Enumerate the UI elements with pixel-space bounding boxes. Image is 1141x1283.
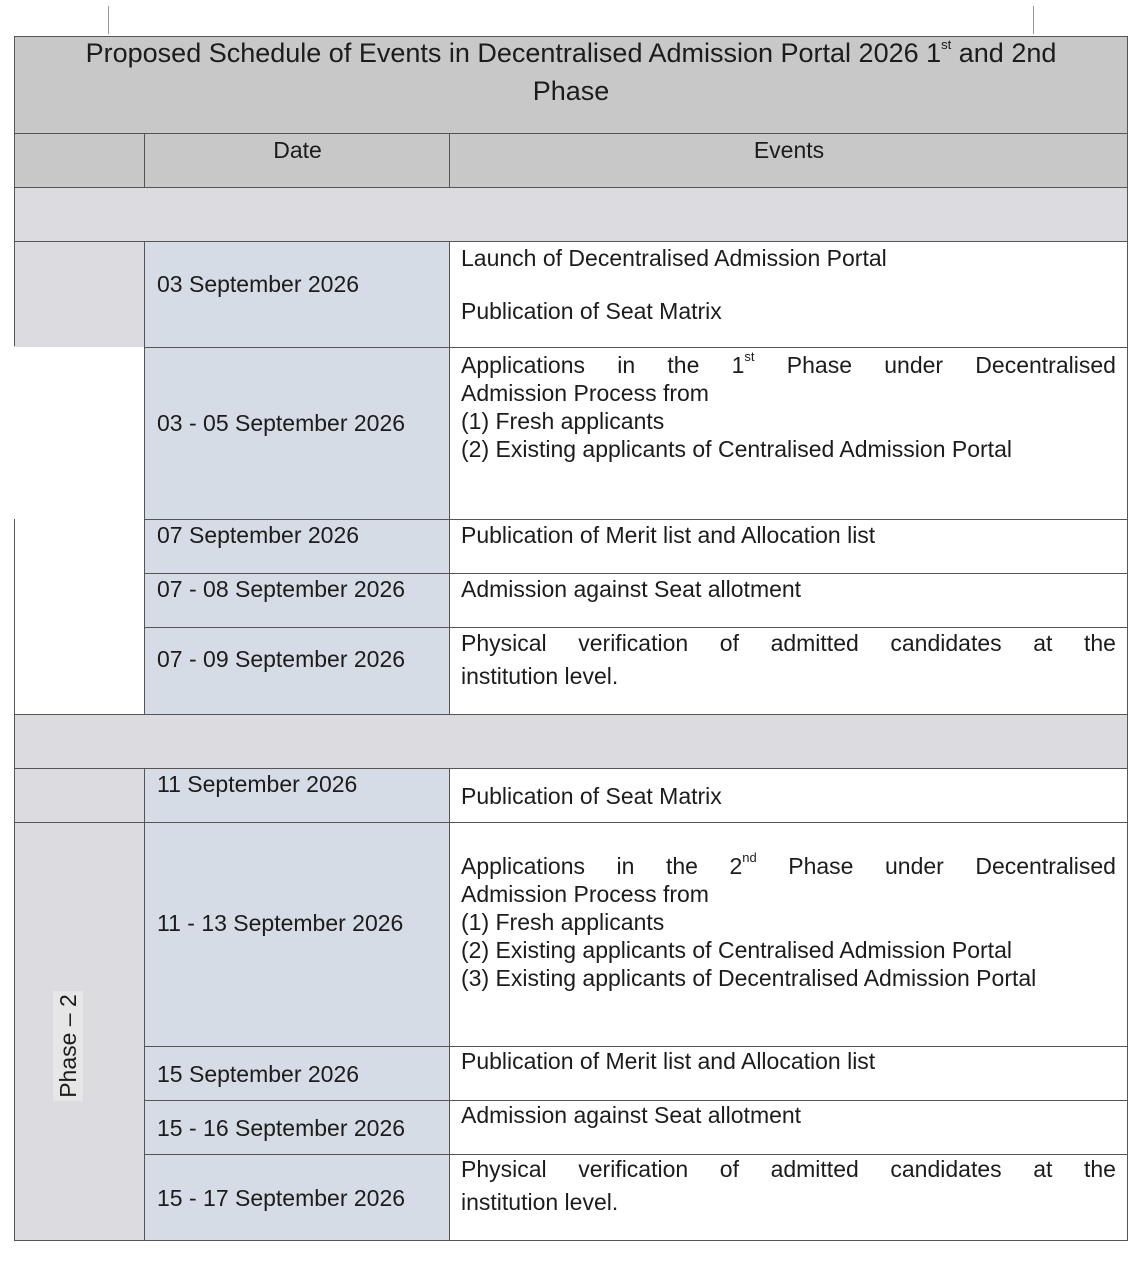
row-event: Physical verification of admitted candidates at the [461,1156,1116,1182]
column-divider-1 [144,133,145,187]
row-event: Publication of Seat Matrix [461,298,722,324]
row-event: Admission Process from [461,881,709,907]
row-event: Launch of Decentralised Admission Portal [461,245,887,271]
table-border-bottom [14,1240,1128,1241]
table-border-left [14,519,15,1241]
row-date: 11 - 13 September 2026 [157,910,404,936]
column-divider-2 [449,133,450,187]
rule [145,347,1128,348]
row-event: (3) Existing applicants of Decentralised Admission Portal [461,965,1037,991]
phase2-label: Phase – 2 [53,991,83,1101]
phase2-date-column [145,768,450,1240]
row-date: 15 - 16 September 2026 [157,1115,406,1141]
rule [14,187,1128,188]
row-event: institution level. [461,1189,619,1215]
phase1-band [14,187,1128,241]
row-date: 03 - 05 September 2026 [157,410,406,436]
row-date: 15 September 2026 [157,1061,360,1087]
column-divider-2 [449,768,450,1241]
table-border-right [1127,36,1128,1241]
row-event: (2) Existing applicants of Centralised Admission Portal [461,937,1012,963]
column-divider-1 [144,241,145,714]
rule [145,627,1128,628]
row-event: Admission against Seat allotment [461,1102,802,1128]
rule [145,573,1128,574]
rule [14,133,1128,134]
phase2-band [14,714,1128,768]
row-date: 07 - 08 September 2026 [157,576,406,602]
row-event: Admission Process from [461,380,709,406]
row-event: institution level. [461,663,619,689]
row-event: Applications in the 2nd Phase under Decentralised [461,850,1116,879]
row-event: Physical verification of admitted candidates at the [461,630,1116,656]
rule [145,519,1128,520]
page-title: Proposed Schedule of Events in Decentralised Admission Portal 2026 1st and 2nd Phase [85,37,1057,106]
row-date: 07 September 2026 [157,522,360,548]
column-divider-1 [144,768,145,1241]
row-event: Publication of Merit list and Allocation list [461,522,876,548]
row-event: Publication of Seat Matrix [461,783,722,809]
rule [14,346,145,347]
crop-mark-left [108,6,109,34]
rule [14,822,1128,823]
rule [14,714,1128,715]
row-event: Admission against Seat allotment [461,576,802,602]
column-divider-2 [449,241,450,714]
rule [14,768,1128,769]
row-date: 15 - 17 September 2026 [157,1185,406,1211]
phase2-side-top [14,768,145,822]
row-date: 07 - 09 September 2026 [157,646,406,672]
row-event: Publication of Merit list and Allocation list [461,1048,876,1074]
header-events: Events [753,137,825,163]
row-date: 11 September 2026 [157,771,358,797]
rule [14,241,1128,242]
crop-mark-right [1033,6,1034,34]
row-event: Applications in the 1st Phase under Decentralised [461,349,1116,378]
header-date: Date [273,137,322,163]
row-date: 03 September 2026 [157,271,360,297]
phase1-date-column [145,241,450,714]
row-event: (2) Existing applicants of Centralised Admission Portal [461,436,1012,462]
table-border-top [14,36,1128,37]
phase1-side-cell [14,241,145,346]
table-border-left [14,36,15,346]
row-event: (1) Fresh applicants [461,909,665,935]
row-event: (1) Fresh applicants [461,408,665,434]
